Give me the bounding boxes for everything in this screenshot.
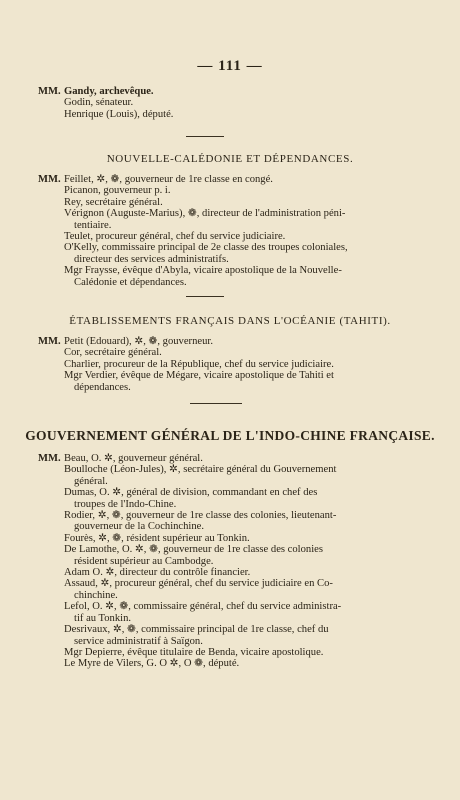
block-deputies: [0, 86, 460, 120]
entry-line: général.: [74, 475, 108, 487]
entry-line: Petit (Edouard), ✲, ❁, gouverneur.: [64, 336, 213, 347]
mm-label: MM.: [38, 336, 61, 347]
entry-line: directeur des services administratifs.: [74, 253, 229, 265]
entry-line: Fourès, ✲, ❁, résident supérieur au Tonkin.: [64, 532, 250, 544]
entry-line: Feillet, ✲, ❁, gouverneur de 1re classe en congé.: [64, 174, 273, 185]
entry-line: Godin, sénateur.: [64, 97, 134, 109]
entry-row: [0, 86, 460, 97]
section-divider: [186, 136, 224, 137]
entry-line: chinchine.: [74, 589, 118, 601]
section-title-oceanie: ÉTABLISSEMENTS FRANÇAIS DANS L'OCÉANIE (TAHITI).: [69, 315, 391, 327]
entry-line: tif au Tonkin.: [74, 612, 132, 624]
entry-line: service administratif à Saïgon.: [74, 635, 203, 647]
entry-line: gouverneur de la Cochinchine.: [74, 521, 205, 533]
mm-label: MM.: [38, 86, 61, 97]
entry-row: [0, 174, 460, 185]
entry-line: Le Myre de Vilers, G. O ✲, O ❁, député.: [64, 658, 240, 670]
entry-line: résident supérieur au Cambodge.: [74, 555, 214, 567]
entry-line: Beau, O. ✲, gouverneur général.: [64, 453, 203, 464]
section-oceanie: [0, 336, 460, 393]
entry-line: Vérignon (Auguste-Marius), ❁, directeur de l'administration péni-: [64, 208, 346, 220]
entry-line: Teulet, procureur général, chef du service judiciaire.: [64, 231, 286, 243]
entry-line: Desrivaux, ✲, ❁, commissaire principal de 1re classe, chef du: [64, 624, 329, 636]
entry-line: Boulloche (Léon-Jules), ✲, secrétaire général du Gouvernement: [64, 464, 337, 476]
entry-line: Picanon, gouverneur p. i.: [64, 185, 171, 197]
entry-line: Mgr Verdier, évêque de Mégare, vicaire apostolique de Tahiti et: [64, 370, 334, 382]
entry-line: Lefol, O. ✲, ❁, commissaire général, chef du service administra-: [64, 601, 342, 613]
entry-line: Calédonie et dépendances.: [74, 276, 187, 288]
mm-label: MM.: [38, 453, 61, 464]
entry-line: Rodier, ✲, ❁, gouverneur de 1re classe des colonies, lieutenant-: [64, 510, 337, 522]
section-indo-chine: [0, 453, 460, 670]
entry-line: Gandy, archevêque.: [64, 86, 154, 97]
entry-line: Mgr Depierre, évêque titulaire de Benda, vicaire apostolique.: [64, 646, 324, 658]
entry-line: Mgr Fraysse, évêque d'Abyla, vicaire apostolique de la Nouvelle-: [64, 265, 342, 277]
entry-line: De Lamothe, O. ✲, ❁, gouverneur de 1re classe des colonies: [64, 544, 323, 556]
entry-line: O'Kelly, commissaire principal de 2e classe des troupes coloniales,: [64, 242, 348, 254]
entry-row: [0, 453, 460, 464]
entry-line: Charlier, procureur de la République, chef du service judiciaire.: [64, 358, 334, 370]
page-number: — 111 —: [197, 58, 263, 74]
section-divider: [186, 296, 224, 297]
entry-line: Henrique (Louis), député.: [64, 108, 174, 120]
entry-line: tentiaire.: [74, 219, 112, 231]
section-title-indo-chine: GOUVERNEMENT GÉNÉRAL DE L'INDO-CHINE FRANÇAISE.: [25, 428, 435, 443]
entry-line: Adam O. ✲, directeur du contrôle financier.: [64, 567, 251, 579]
entry-line: dépendances.: [74, 381, 131, 393]
entry-row: [0, 336, 460, 347]
mm-label: MM.: [38, 174, 61, 185]
entry-line: Rey, secrétaire général.: [64, 196, 163, 208]
section-divider: [190, 403, 242, 404]
section-title-nouvelle-caledonie: NOUVELLE-CALÉDONIE ET DÉPENDANCES.: [106, 153, 354, 165]
section-nouvelle-caledonie: [0, 174, 460, 288]
entry-line: Dumas, O. ✲, général de division, commandant en chef des: [64, 487, 318, 499]
entry-line: troupes de l'Indo-Chine.: [74, 498, 177, 510]
entry-line: Cor, secrétaire général.: [64, 347, 162, 359]
entry-line: Assaud, ✲, procureur général, chef du service judiciaire en Co-: [64, 578, 333, 590]
